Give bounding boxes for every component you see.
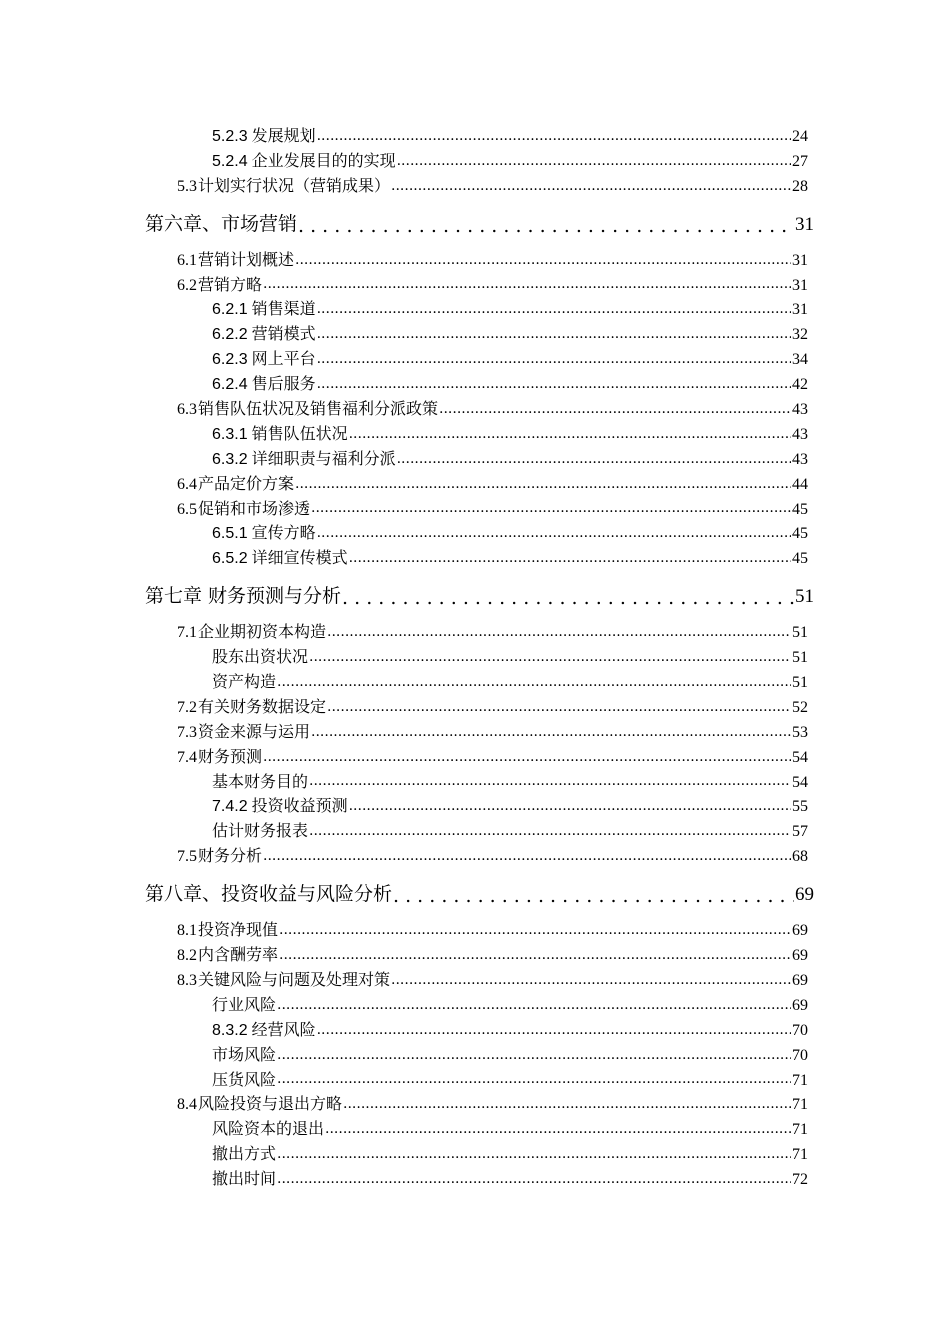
toc-subsection-entry[interactable]: [0, 1167, 808, 1192]
toc-entry-title: 促销和市场渗透: [198, 498, 311, 518]
toc-entry-number: 7.4: [177, 748, 197, 766]
toc-entry-number: 6.2.4: [212, 376, 248, 394]
toc-entry-number: 7.4.2: [212, 798, 248, 816]
toc-dot-leader: [342, 577, 794, 615]
toc-entry-title: 网上平台: [251, 349, 316, 369]
toc-subsection-entry[interactable]: [0, 1018, 808, 1043]
toc-dot-leader: [277, 1167, 791, 1192]
toc-entry-title: 营销方略: [198, 274, 263, 294]
toc-section-entry[interactable]: [0, 968, 808, 993]
toc-subsection-entry[interactable]: [0, 645, 808, 670]
toc-dot-leader: [391, 174, 791, 199]
toc-section-entry[interactable]: [0, 720, 808, 745]
toc-dot-leader: [311, 497, 791, 522]
toc-entry-number: 7.5: [177, 848, 197, 866]
toc-section-entry[interactable]: [0, 497, 808, 522]
toc-subsection-entry[interactable]: [0, 124, 808, 149]
toc-section-entry[interactable]: [0, 918, 808, 943]
toc-entry-title: 投资净现值: [198, 920, 279, 940]
toc-chapter-entry[interactable]: [0, 875, 814, 913]
toc-entry-title: 详细职责与福利分派: [251, 448, 396, 468]
toc-dot-leader: [439, 397, 791, 422]
toc-subsection-entry[interactable]: [0, 422, 808, 447]
toc-subsection-entry[interactable]: [0, 794, 808, 819]
toc-dot-leader: [327, 695, 791, 720]
toc-entry-title: 第八章、投资收益与风险分析: [145, 883, 393, 906]
toc-dot-leader: [397, 149, 791, 174]
toc-dot-leader: [277, 1142, 791, 1167]
toc-entry-number: 5.2.3: [212, 128, 248, 145]
toc-dot-leader: [317, 1018, 791, 1043]
toc-dot-leader: [317, 124, 791, 149]
toc-entry-title: 压货风险: [212, 1069, 277, 1089]
toc-dot-leader: [263, 745, 791, 770]
toc-dot-leader: [277, 1043, 791, 1068]
toc-page-number: 69: [795, 884, 814, 906]
toc-subsection-entry[interactable]: [0, 297, 808, 322]
toc-entry-number: 6.2.3: [212, 351, 248, 369]
toc-entry-title: 第七章 财务预测与分析: [145, 585, 342, 608]
toc-page-number: 32: [792, 326, 808, 344]
toc-entry-title: 企业期初资本构造: [198, 622, 327, 642]
toc-entry-title: 财务预测: [198, 746, 263, 766]
toc-entry-number: 6.4: [177, 475, 197, 493]
toc-page-number: 34: [792, 351, 808, 369]
toc-dot-leader: [279, 943, 791, 968]
toc-page-number: 43: [792, 450, 808, 468]
toc-dot-leader: [279, 918, 791, 943]
toc-subsection-entry[interactable]: [0, 347, 808, 372]
toc-subsection-entry[interactable]: [0, 1068, 808, 1093]
toc-entry-title: 资金来源与运用: [198, 721, 311, 741]
toc-page-number: 31: [795, 213, 814, 235]
toc-page-number: 31: [792, 301, 808, 319]
toc-dot-leader: [317, 297, 791, 322]
toc-entry-title: 详细宣传模式: [251, 548, 348, 568]
toc-entry-number: 7.3: [177, 723, 197, 741]
toc-subsection-entry[interactable]: [0, 670, 808, 695]
toc-page-number: 44: [792, 475, 808, 493]
toc-page-number: 43: [792, 401, 808, 419]
toc-entry-title: 经营风险: [251, 1019, 316, 1039]
toc-entry-number: 8.3.2: [212, 1021, 248, 1039]
toc-entry-title: 风险投资与退出方略: [198, 1094, 343, 1114]
toc-subsection-entry[interactable]: [0, 447, 808, 472]
toc-dot-leader: [317, 372, 791, 397]
toc-entry-title: 撤出时间: [212, 1169, 277, 1189]
toc-page-number: 71: [792, 1146, 808, 1164]
toc-subsection-entry[interactable]: [0, 546, 808, 571]
toc-dot-leader: [295, 472, 791, 497]
toc-subsection-entry[interactable]: [0, 819, 808, 844]
toc-entry-title: 估计财务报表: [212, 821, 309, 841]
toc-entry-number: 8.4: [177, 1096, 197, 1114]
toc-page-number: 45: [792, 550, 808, 568]
toc-entry-number: 6.1: [177, 251, 197, 269]
toc-entry-number: 8.3: [177, 971, 197, 989]
toc-page-number: 52: [792, 698, 808, 716]
toc-page-number: 54: [792, 748, 808, 766]
toc-section-entry[interactable]: [0, 472, 808, 497]
toc-entry-title: 计划实行状况（营销成果）: [198, 175, 391, 195]
toc-dot-leader: [343, 1092, 791, 1117]
toc-subsection-entry[interactable]: [0, 521, 808, 546]
toc-subsection-entry[interactable]: [0, 372, 808, 397]
toc-page-number: 69: [792, 996, 808, 1014]
toc-entry-title: 产品定价方案: [198, 473, 295, 493]
toc-entry-title: 售后服务: [251, 374, 316, 394]
toc-dot-leader: [309, 770, 791, 795]
toc-section-entry[interactable]: [0, 397, 808, 422]
toc-entry-title: 市场风险: [212, 1044, 277, 1064]
toc-entry-number: 6.2.2: [212, 326, 248, 344]
toc-dot-leader: [295, 248, 791, 273]
toc-dot-leader: [309, 819, 791, 844]
toc-entry-number: 6.5: [177, 500, 197, 518]
toc-dot-leader: [391, 968, 791, 993]
toc-entry-title: 销售队伍状况及销售福利分派政策: [198, 399, 439, 419]
toc-dot-leader: [317, 322, 791, 347]
toc-section-entry[interactable]: [0, 943, 808, 968]
toc-entry-title: 营销模式: [251, 324, 316, 344]
toc-subsection-entry[interactable]: [0, 149, 808, 174]
toc-dot-leader: [325, 1117, 791, 1142]
toc-page-number: 54: [792, 773, 808, 791]
toc-chapter-entry[interactable]: [0, 577, 814, 615]
toc-dot-leader: [327, 620, 791, 645]
toc-subsection-entry[interactable]: [0, 1117, 808, 1142]
toc-dot-leader: [317, 521, 791, 546]
toc-entry-number: 8.2: [177, 947, 197, 965]
toc-entry-number: 6.5.2: [212, 550, 248, 568]
toc-page-number: 51: [795, 586, 814, 608]
toc-entry-title: 企业发展目的的实现: [251, 150, 396, 170]
toc-entry-title: 关键风险与问题及处理对策: [198, 969, 391, 989]
toc-subsection-entry[interactable]: [0, 322, 808, 347]
toc-entry-title: 营销计划概述: [198, 249, 295, 269]
toc-subsection-entry[interactable]: [0, 770, 808, 795]
toc-entry-number: 6.2: [177, 276, 197, 294]
toc-dot-leader: [298, 205, 794, 243]
toc-dot-leader: [349, 794, 791, 819]
toc-page-number: 45: [792, 525, 808, 543]
toc-entry-title: 发展规划: [251, 126, 316, 145]
toc-page-number: 31: [792, 251, 808, 269]
toc-entry-title: 风险资本的退出: [212, 1119, 325, 1139]
toc-entry-title: 股东出资状况: [212, 647, 309, 667]
toc-entry-title: 行业风险: [212, 994, 277, 1014]
toc-section-entry[interactable]: [0, 273, 808, 298]
toc-dot-leader: [263, 844, 791, 869]
toc-page-number: 71: [792, 1121, 808, 1139]
toc-entry-number: 6.2.1: [212, 301, 248, 319]
toc-subsection-entry[interactable]: [0, 993, 808, 1018]
toc-page-number: 51: [792, 649, 808, 667]
table-of-contents: [0, 124, 950, 1192]
toc-page-number: 53: [792, 723, 808, 741]
toc-entry-number: 6.3.2: [212, 450, 248, 468]
toc-page-number: 70: [792, 1021, 808, 1039]
toc-section-entry[interactable]: [0, 248, 808, 273]
toc-section-entry[interactable]: [0, 1092, 808, 1117]
toc-page-number: 45: [792, 500, 808, 518]
toc-chapter-entry[interactable]: [0, 205, 814, 243]
toc-page-number: 71: [792, 1096, 808, 1114]
toc-dot-leader: [309, 645, 791, 670]
toc-page-number: 69: [792, 971, 808, 989]
toc-entry-number: 7.2: [177, 698, 197, 716]
toc-entry-number: 5.2.4: [212, 152, 248, 170]
toc-dot-leader: [393, 875, 794, 913]
toc-page-number: 71: [792, 1071, 808, 1089]
toc-page-number: 28: [792, 177, 808, 195]
toc-entry-title: 第六章、市场营销: [145, 212, 298, 235]
toc-dot-leader: [317, 347, 791, 372]
toc-page-number: 51: [792, 674, 808, 692]
toc-entry-number: 7.1: [177, 624, 197, 642]
toc-entry-title: 销售渠道: [251, 299, 316, 319]
toc-entry-number: 6.5.1: [212, 525, 248, 543]
toc-entry-title: 有关财务数据设定: [198, 696, 327, 716]
toc-page-number: 68: [792, 848, 808, 866]
toc-page-number: 55: [792, 798, 808, 816]
toc-entry-number: 5.3: [177, 177, 197, 195]
toc-dot-leader: [277, 1068, 791, 1093]
toc-page-number: 24: [792, 128, 808, 145]
toc-page-number: 69: [792, 947, 808, 965]
toc-page-number: 27: [792, 152, 808, 170]
toc-entry-title: 财务分析: [198, 846, 263, 866]
toc-subsection-entry[interactable]: [0, 1142, 808, 1167]
toc-section-entry[interactable]: [0, 620, 808, 645]
toc-page-number: 57: [792, 823, 808, 841]
toc-section-entry[interactable]: [0, 695, 808, 720]
toc-dot-leader: [349, 546, 791, 571]
toc-section-entry[interactable]: [0, 174, 808, 199]
toc-page-number: 43: [792, 425, 808, 443]
toc-entry-number: 6.3.1: [212, 425, 248, 443]
toc-page-number: 70: [792, 1046, 808, 1064]
toc-entry-title: 基本财务目的: [212, 771, 309, 791]
toc-entry-title: 投资收益预测: [251, 796, 348, 816]
toc-entry-number: 8.1: [177, 922, 197, 940]
toc-page-number: 51: [792, 624, 808, 642]
toc-entry-title: 资产构造: [212, 672, 277, 692]
toc-page-number: 31: [792, 276, 808, 294]
toc-section-entry[interactable]: [0, 745, 808, 770]
toc-entry-number: 6.3: [177, 401, 197, 419]
toc-page-number: 42: [792, 376, 808, 394]
toc-dot-leader: [311, 720, 791, 745]
toc-dot-leader: [277, 670, 791, 695]
toc-page-number: 69: [792, 922, 808, 940]
toc-entry-title: 宣传方略: [251, 523, 316, 543]
toc-section-entry[interactable]: [0, 844, 808, 869]
toc-subsection-entry[interactable]: [0, 1043, 808, 1068]
toc-dot-leader: [277, 993, 791, 1018]
toc-entry-title: 内含酬劳率: [198, 945, 279, 965]
toc-dot-leader: [263, 273, 791, 298]
toc-page-number: 72: [792, 1171, 808, 1189]
toc-entry-title: 销售队伍状况: [251, 423, 348, 443]
toc-dot-leader: [349, 422, 791, 447]
toc-dot-leader: [397, 447, 791, 472]
toc-entry-title: 撤出方式: [212, 1144, 277, 1164]
